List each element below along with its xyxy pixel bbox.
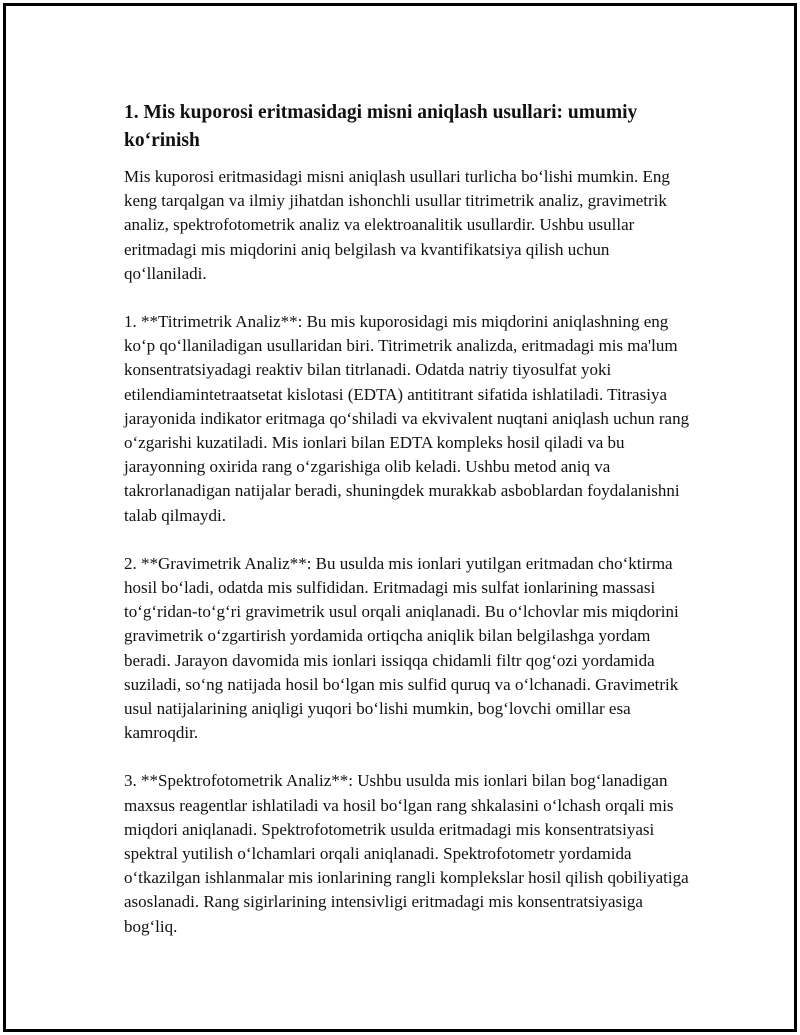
section-heading: 1. Mis kuporosi eritmasidagi misni aniqlash usullari: umumiy ko‘rinish [124, 102, 638, 151]
intro-paragraph: Mis kuporosi eritmasidagi misni aniqlash usullari turlicha bo‘lishi mumkin. Eng keng tarqalgan va ilmiy jihatdan ishonchli usullar titrimetrik analiz, gravimetrik analiz, spektrofotometrik analiz va elektroanalitik usullardir. Ushbu usullar eritmadagi mis miqdorini aniq belgilash va kvantifikatsiya qilish uchun qo‘llaniladi. [124, 167, 670, 283]
gravimetric-paragraph: 2. **Gravimetrik Analiz**: Bu usulda mis ionlari yutilgan eritmadan cho‘ktirma hosil bo‘ladi, odatda mis sulfididan. Eritmadagi mis sulfat ionlarining massasi to‘g‘ridan-to‘g‘ri gravimetrik usul orqali aniqlanadi. Bu o‘lchovlar mis miqdorini gravimetrik o‘zgartirish yordamida ortiqcha aniqlik bilan belgilashga yordam beradi. Jarayon davomida mis ionlari issiqqa chidamli filtr qog‘ozi yordamida suziladi, so‘ng natijada hosil bo‘lgan mis sulfid quruq va o‘lchanadi. Gravimetrik usul natijalarining aniqligi yuqori bo‘lishi mumkin, bog‘lovchi omillar esa kamroqdir. [124, 553, 679, 743]
titrimetric-paragraph: 1. **Titrimetrik Analiz**: Bu mis kuporosidagi mis miqdorini aniqlashning eng ko‘p qo‘llaniladigan usullaridan biri. Titrimetrik analizda, eritmadagi mis ma'lum konsentratsiyadagi reaktiv bilan titrlanadi. Odatda natriy tiyosulfat yoki etilendiamintetraatsetat kislotasi (EDTA) antititrant sifatida ishlatiladi. Titrasiya jarayonida indikator eritmaga qo‘shiladi va ekvivalent nuqtani aniqlash uchun rang o‘zgarishi kuzatiladi. Mis ionlari bilan EDTA kompleks hosil qiladi va bu jarayonning oxirida rang o‘zgarishiga olib keladi. Ushbu metod aniq va takrorlanadigan natijalar beradi, shuningdek murakkab asboblardan foydalanishni talab qilmaydi. [124, 312, 690, 525]
document-body [124, 99, 694, 963]
page-frame [3, 3, 797, 1032]
spectrophotometric-paragraph: 3. **Spektrofotometrik Analiz**: Ushbu usulda mis ionlari bilan bog‘lanadigan maxsus reagentlar ishlatiladi va hosil bo‘lgan rang shkalasini o‘lchash orqali mis miqdori aniqlanadi. Spektrofotometrik usulda eritmadagi mis konsentratsiyasi spektral yutilish o‘lchamlari orqali aniqlanadi. Spektrofotometr yordamida o‘tkazilgan ishlanmalar mis ionlarining rangli komplekslar hosil qilish qobiliyatiga asoslanadi. Rang sigirlarining intensivligi eritmadagi mis konsentratsiyasiga bog‘liq. [124, 771, 689, 936]
